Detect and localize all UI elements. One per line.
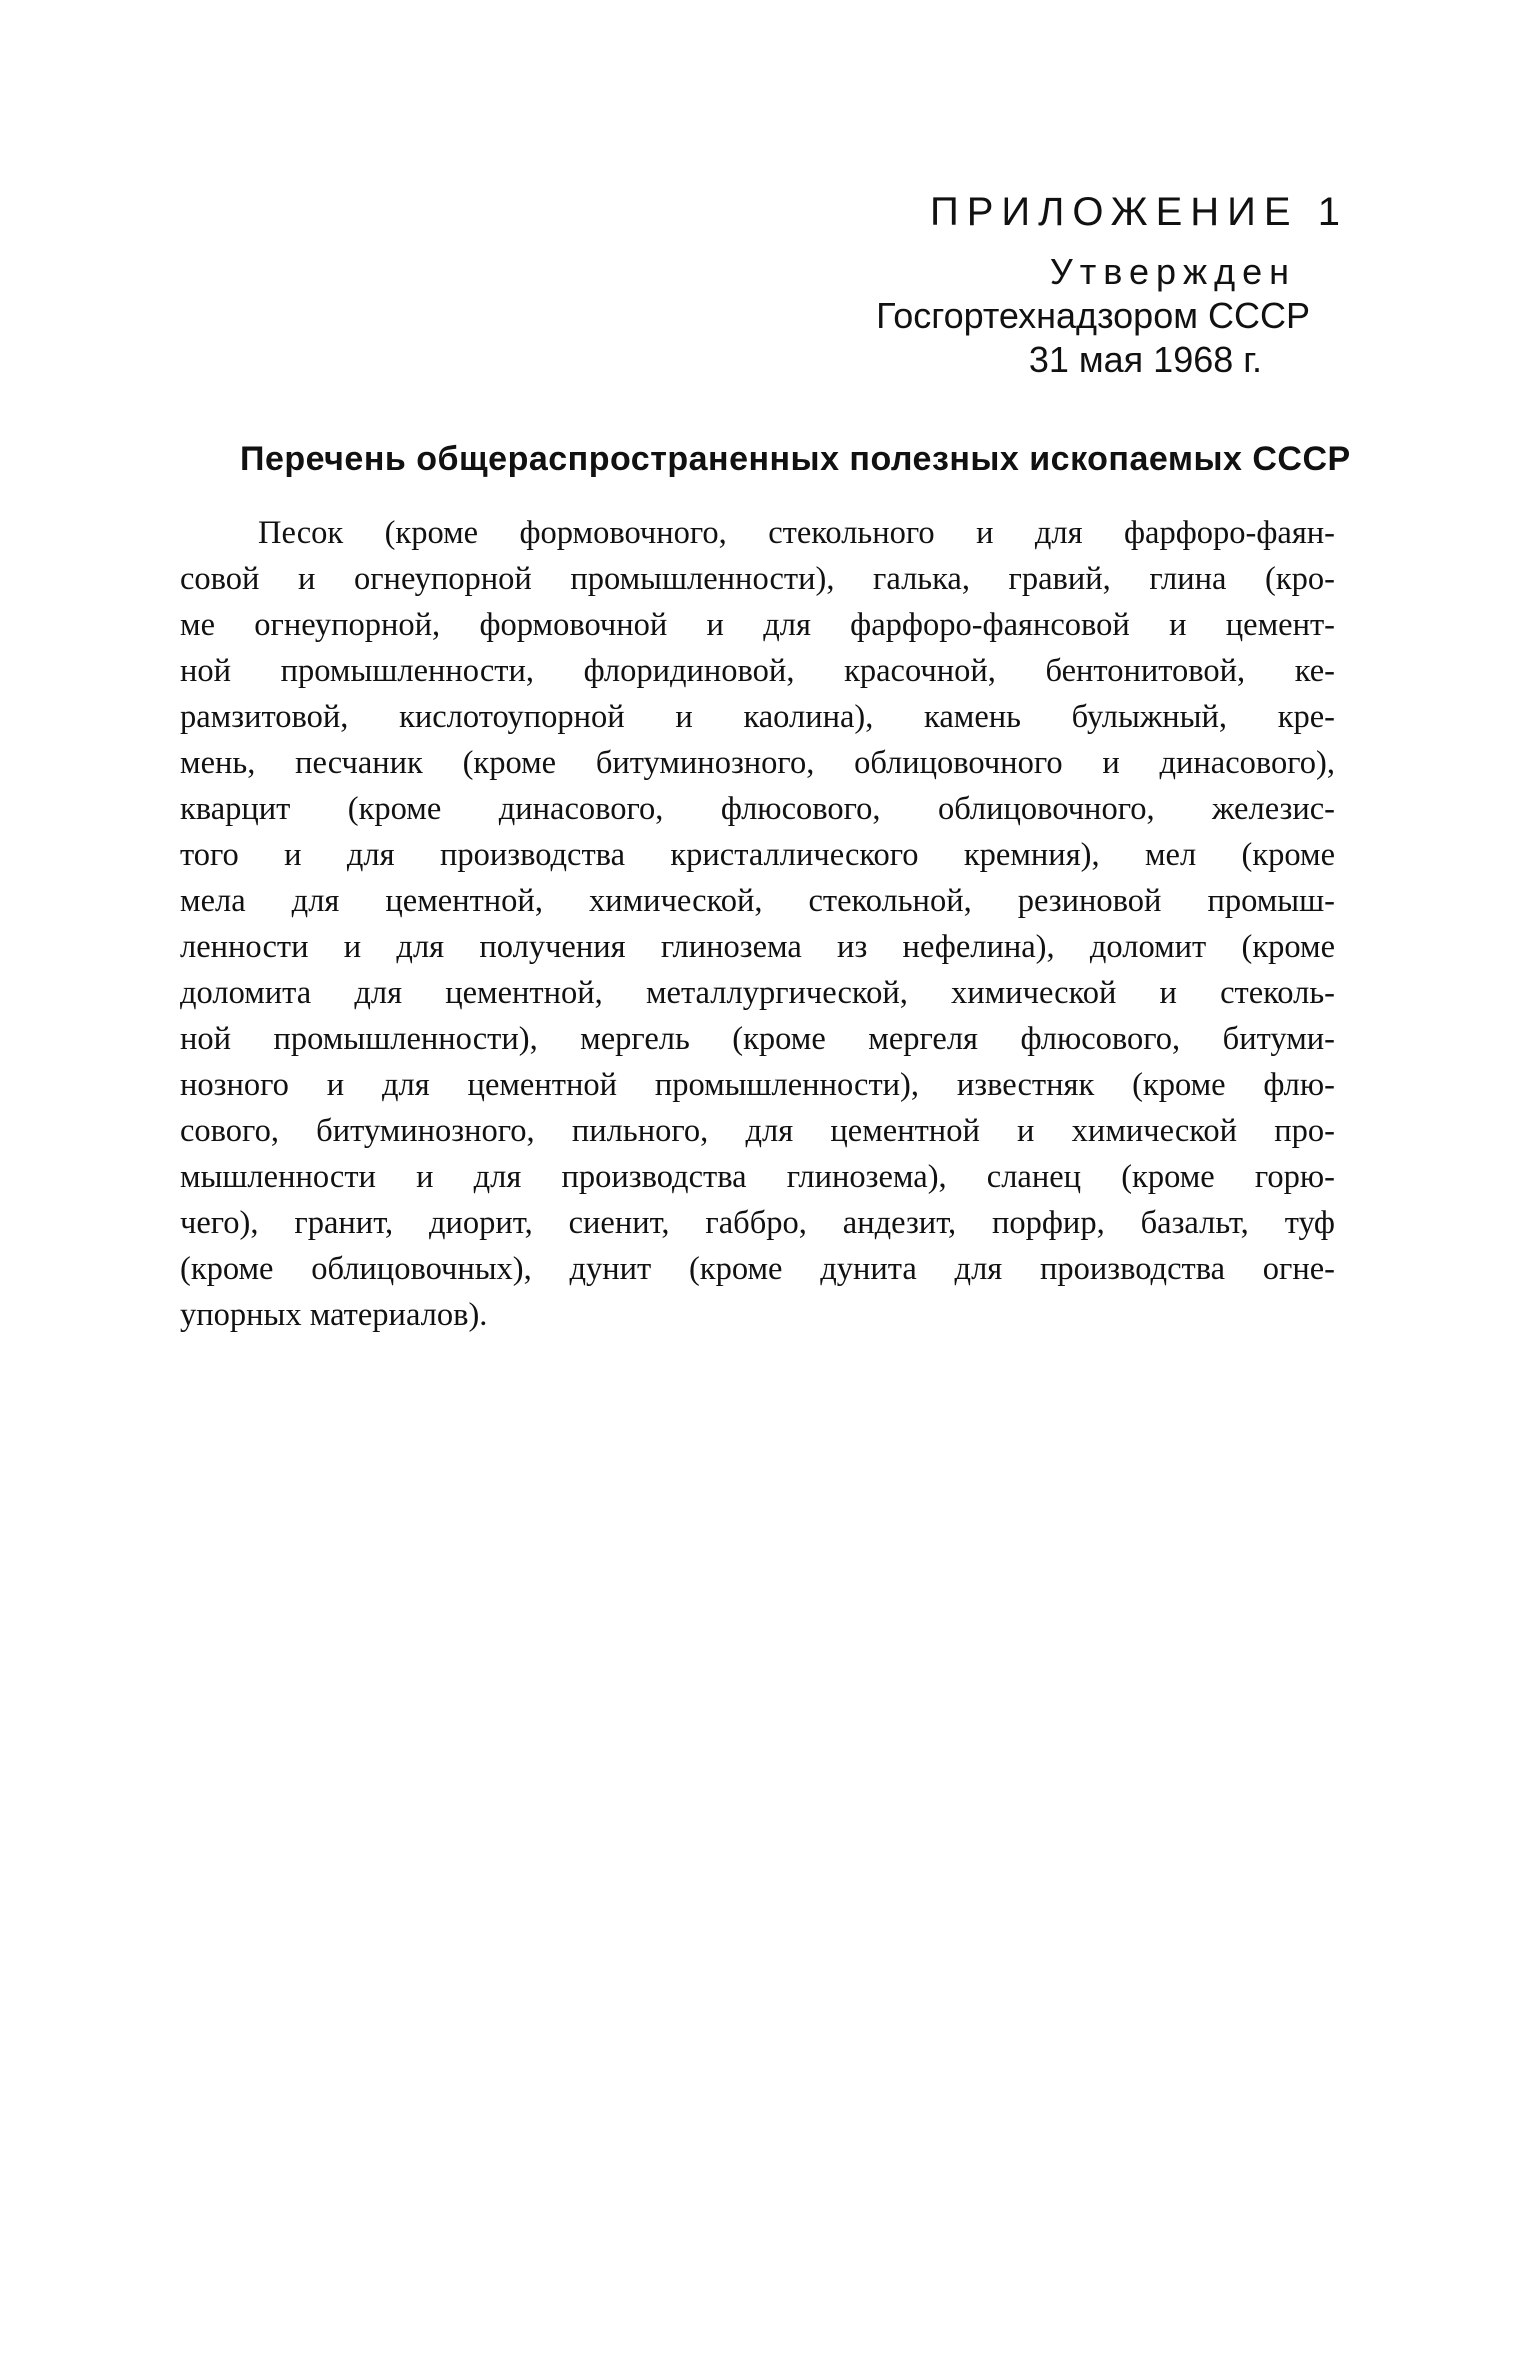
text-line: чего), гранит, диорит, сиенит, габбро, андезит, порфир, базальт, туф xyxy=(180,1205,1335,1241)
text-line: рамзитовой, кислотоупорной и каолина), камень булыжный, кре- xyxy=(180,699,1335,735)
text-line: мень, песчаник (кроме битуминозного, облицовочного и динасового), xyxy=(180,745,1335,781)
text-line: ной промышленности, флоридиновой, красочной, бентонитовой, ке- xyxy=(180,653,1335,689)
text-line: нозного и для цементной промышленности), известняк (кроме флю- xyxy=(180,1067,1335,1103)
text-line: кварцит (кроме динасового, флюсового, облицовочного, железис- xyxy=(180,791,1335,827)
document-title: Перечень общераспространенных полезных ископаемых СССР xyxy=(240,440,1351,478)
text-line: сового, битуминозного, пильного, для цементной и химической про- xyxy=(180,1113,1335,1149)
body-paragraph xyxy=(180,510,1335,1338)
approval-date: 31 мая 1968 г. xyxy=(1028,339,1262,380)
text-line: (кроме облицовочных), дунит (кроме дунита для производства огне- xyxy=(180,1251,1335,1287)
text-line: мела для цементной, химической, стекольной, резиновой промыш- xyxy=(180,883,1335,919)
text-line: ной промышленности), мергель (кроме мергеля флюсового, битуми- xyxy=(180,1021,1335,1057)
text-line: совой и огнеупорной промышленности), галька, гравий, глина (кро- xyxy=(180,561,1335,597)
appendix-number: ПРИЛОЖЕНИЕ 1 xyxy=(930,190,1348,234)
text-line: доломита для цементной, металлургической, химической и стеколь- xyxy=(180,975,1335,1011)
text-line: ленности и для получения глинозема из нефелина), доломит (кроме xyxy=(180,929,1335,965)
approval-authority: Госгортехнадзором СССР xyxy=(876,295,1310,336)
text-line: мышленности и для производства глинозема), сланец (кроме горю- xyxy=(180,1159,1335,1195)
text-line: упорных материалов). xyxy=(180,1297,488,1333)
text-line: Песок (кроме формовочного, стекольного и для фарфоро-фаян- xyxy=(258,515,1335,551)
approval-block xyxy=(800,250,1310,382)
text-line: ме огнеупорной, формовочной и для фарфоро-фаянсовой и цемент- xyxy=(180,607,1335,643)
text-line: того и для производства кристаллического кремния), мел (кроме xyxy=(180,837,1335,873)
approval-label: Утвержден xyxy=(1049,251,1296,292)
